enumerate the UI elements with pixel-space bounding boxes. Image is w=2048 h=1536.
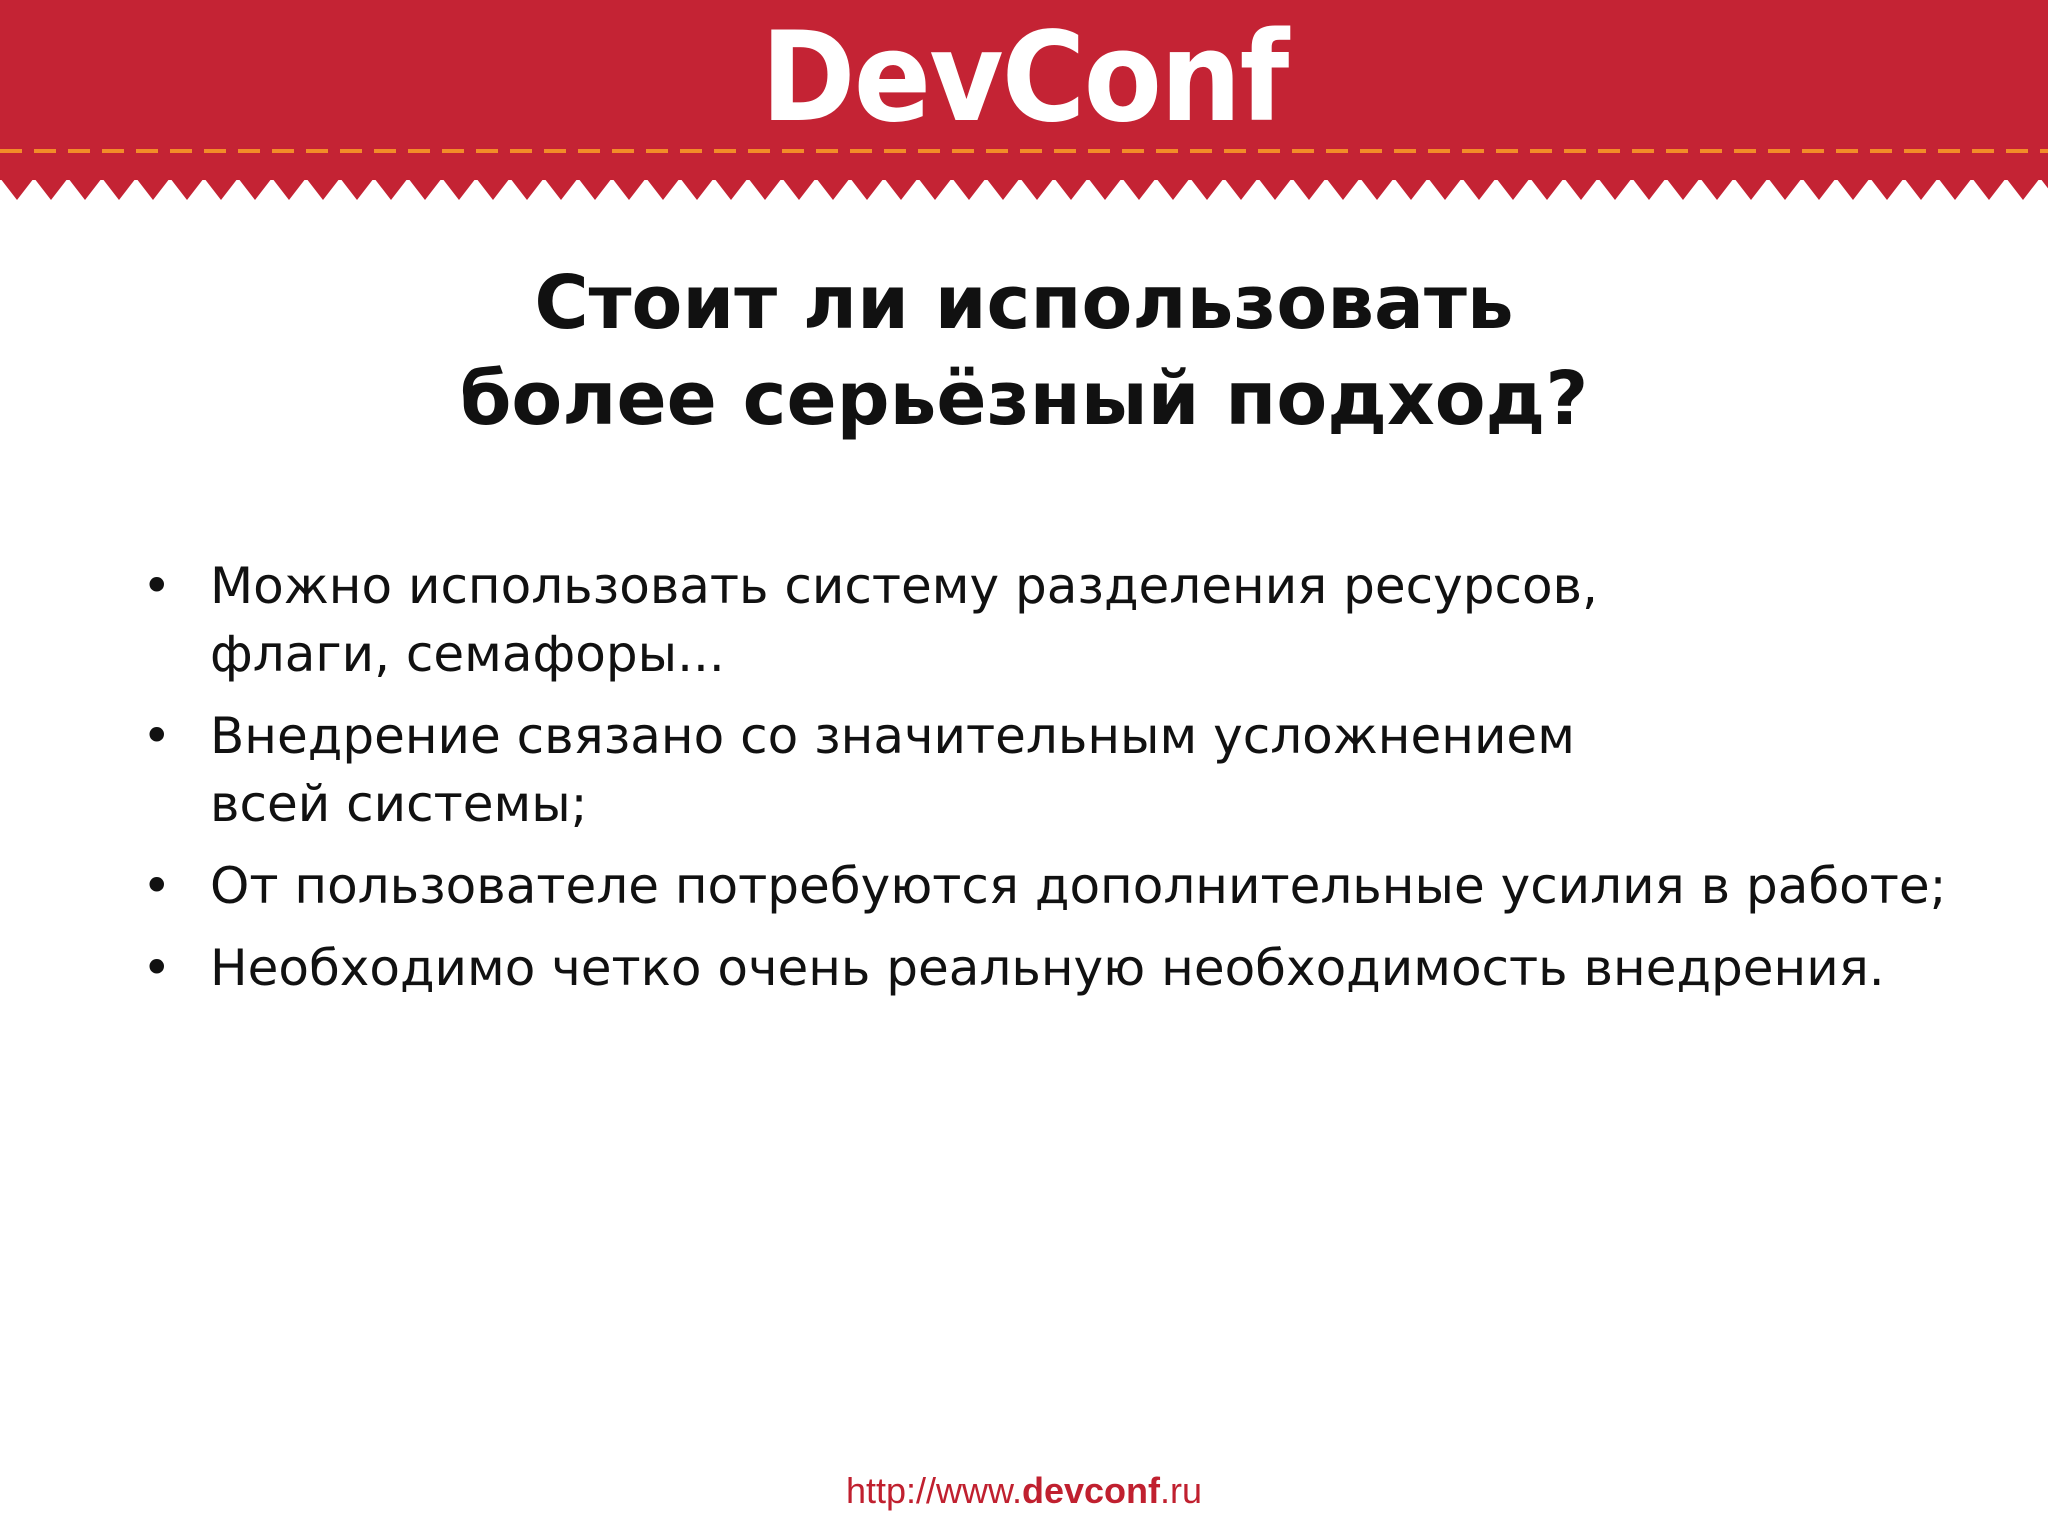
bullet-text <box>210 552 2010 688</box>
url-suffix: .ru <box>1160 1470 1203 1511</box>
bullet-text <box>210 852 2010 920</box>
logo-text: DevConf <box>760 6 1288 150</box>
bullet-list <box>130 552 2010 1016</box>
bullet-line: От пользователе потребуются дополнительные усилия в работе; <box>210 857 1947 915</box>
bullet-item <box>130 934 2010 1002</box>
bullet-item <box>130 702 2010 838</box>
bullet-icon: • <box>142 557 172 615</box>
bullet-line: Внедрение связано со значительным усложнением <box>210 707 1575 765</box>
bullet-item <box>130 852 2010 920</box>
bullet-line: Можно использовать систему разделения ресурсов, <box>210 557 1598 615</box>
title-line-1: Стоит ли использовать <box>534 260 1514 346</box>
title-line-2: более серьёзный подход? <box>459 356 1589 442</box>
bullet-line: Необходимо четко очень реальную необходимость внедрения. <box>210 939 1885 997</box>
banner-zigzag-edge <box>0 178 2048 200</box>
bullet-line: всей системы; <box>210 775 588 833</box>
header-banner <box>0 0 2048 210</box>
bullet-text <box>210 702 2010 838</box>
devconf-logo <box>0 8 2048 148</box>
slide-title <box>0 255 2048 447</box>
bullet-icon: • <box>142 857 172 915</box>
footer-url-link[interactable] <box>0 1470 2048 1512</box>
bullet-line: флаги, семафоры... <box>210 625 725 683</box>
url-prefix: http://www. <box>845 1470 1022 1511</box>
bullet-text <box>210 934 2010 1002</box>
bullet-icon: • <box>142 707 172 765</box>
bullet-item <box>130 552 2010 688</box>
bullet-icon: • <box>142 939 172 997</box>
url-domain: devconf <box>1022 1470 1161 1511</box>
